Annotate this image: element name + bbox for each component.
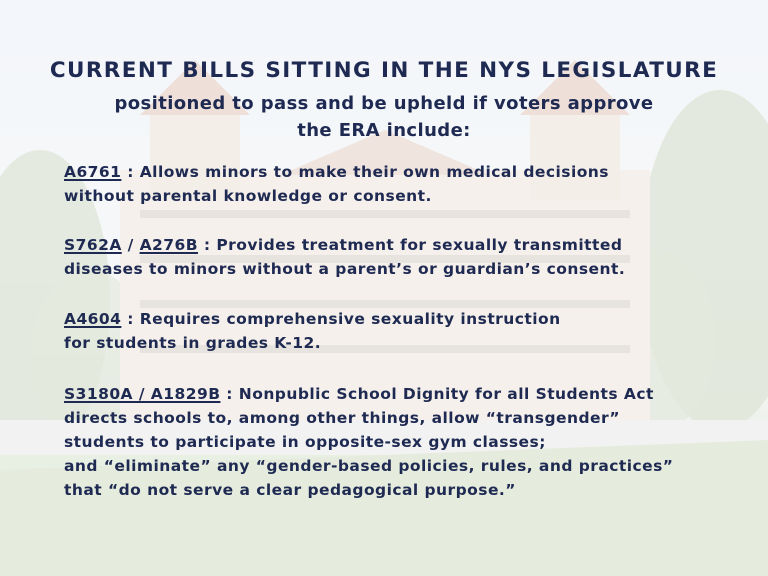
bill-description-line: directs schools to, among other things, allow “transgender” [64,409,620,427]
subtitle-line-2: the ERA include: [297,120,471,141]
bill-description-line: students to participate in opposite-sex gym classes; [64,433,546,451]
bill-description-line: Provides treatment for sexually transmitted [216,236,623,254]
bill-s762a-a276b [64,233,754,281]
bill-separator: : [198,236,217,254]
bill-s3180a-a1829b [64,382,754,502]
bill-number-link[interactable]: S762A [64,236,122,254]
bill-description-line: diseases to minors without a parent’s or guardian’s consent. [64,260,626,278]
bill-number-link[interactable]: A4604 [64,310,122,328]
bill-number-link[interactable]: A276B [139,236,198,254]
bill-description-line: Nonpublic School Dignity for all Students Act [238,385,654,403]
bill-description-line: without parental knowledge or consent. [64,187,432,205]
page-subtitle [0,90,768,144]
bill-number-link[interactable]: A6761 [64,163,122,181]
bill-a6761 [64,160,754,208]
bill-join: / [121,236,140,254]
bill-description-line: that “do not serve a clear pedagogical purpose.” [64,481,516,499]
bill-description-line: for students in grades K-12. [64,334,322,352]
bill-number-link[interactable]: S3180A / A1829B [64,385,221,403]
bill-description-line: and “eliminate” any “gender-based policies, rules, and practices” [64,457,674,475]
bill-separator: : [121,310,140,328]
bill-description-line: Allows minors to make their own medical decisions [139,163,609,181]
bill-a4604 [64,307,754,355]
bill-description-line: Requires comprehensive sexuality instruction [139,310,561,328]
bill-separator: : [220,385,239,403]
page-title: CURRENT BILLS SITTING IN THE NYS LEGISLATURE [49,58,719,83]
subtitle-line-1: positioned to pass and be upheld if voters approve [114,93,654,114]
bill-separator: : [121,163,140,181]
